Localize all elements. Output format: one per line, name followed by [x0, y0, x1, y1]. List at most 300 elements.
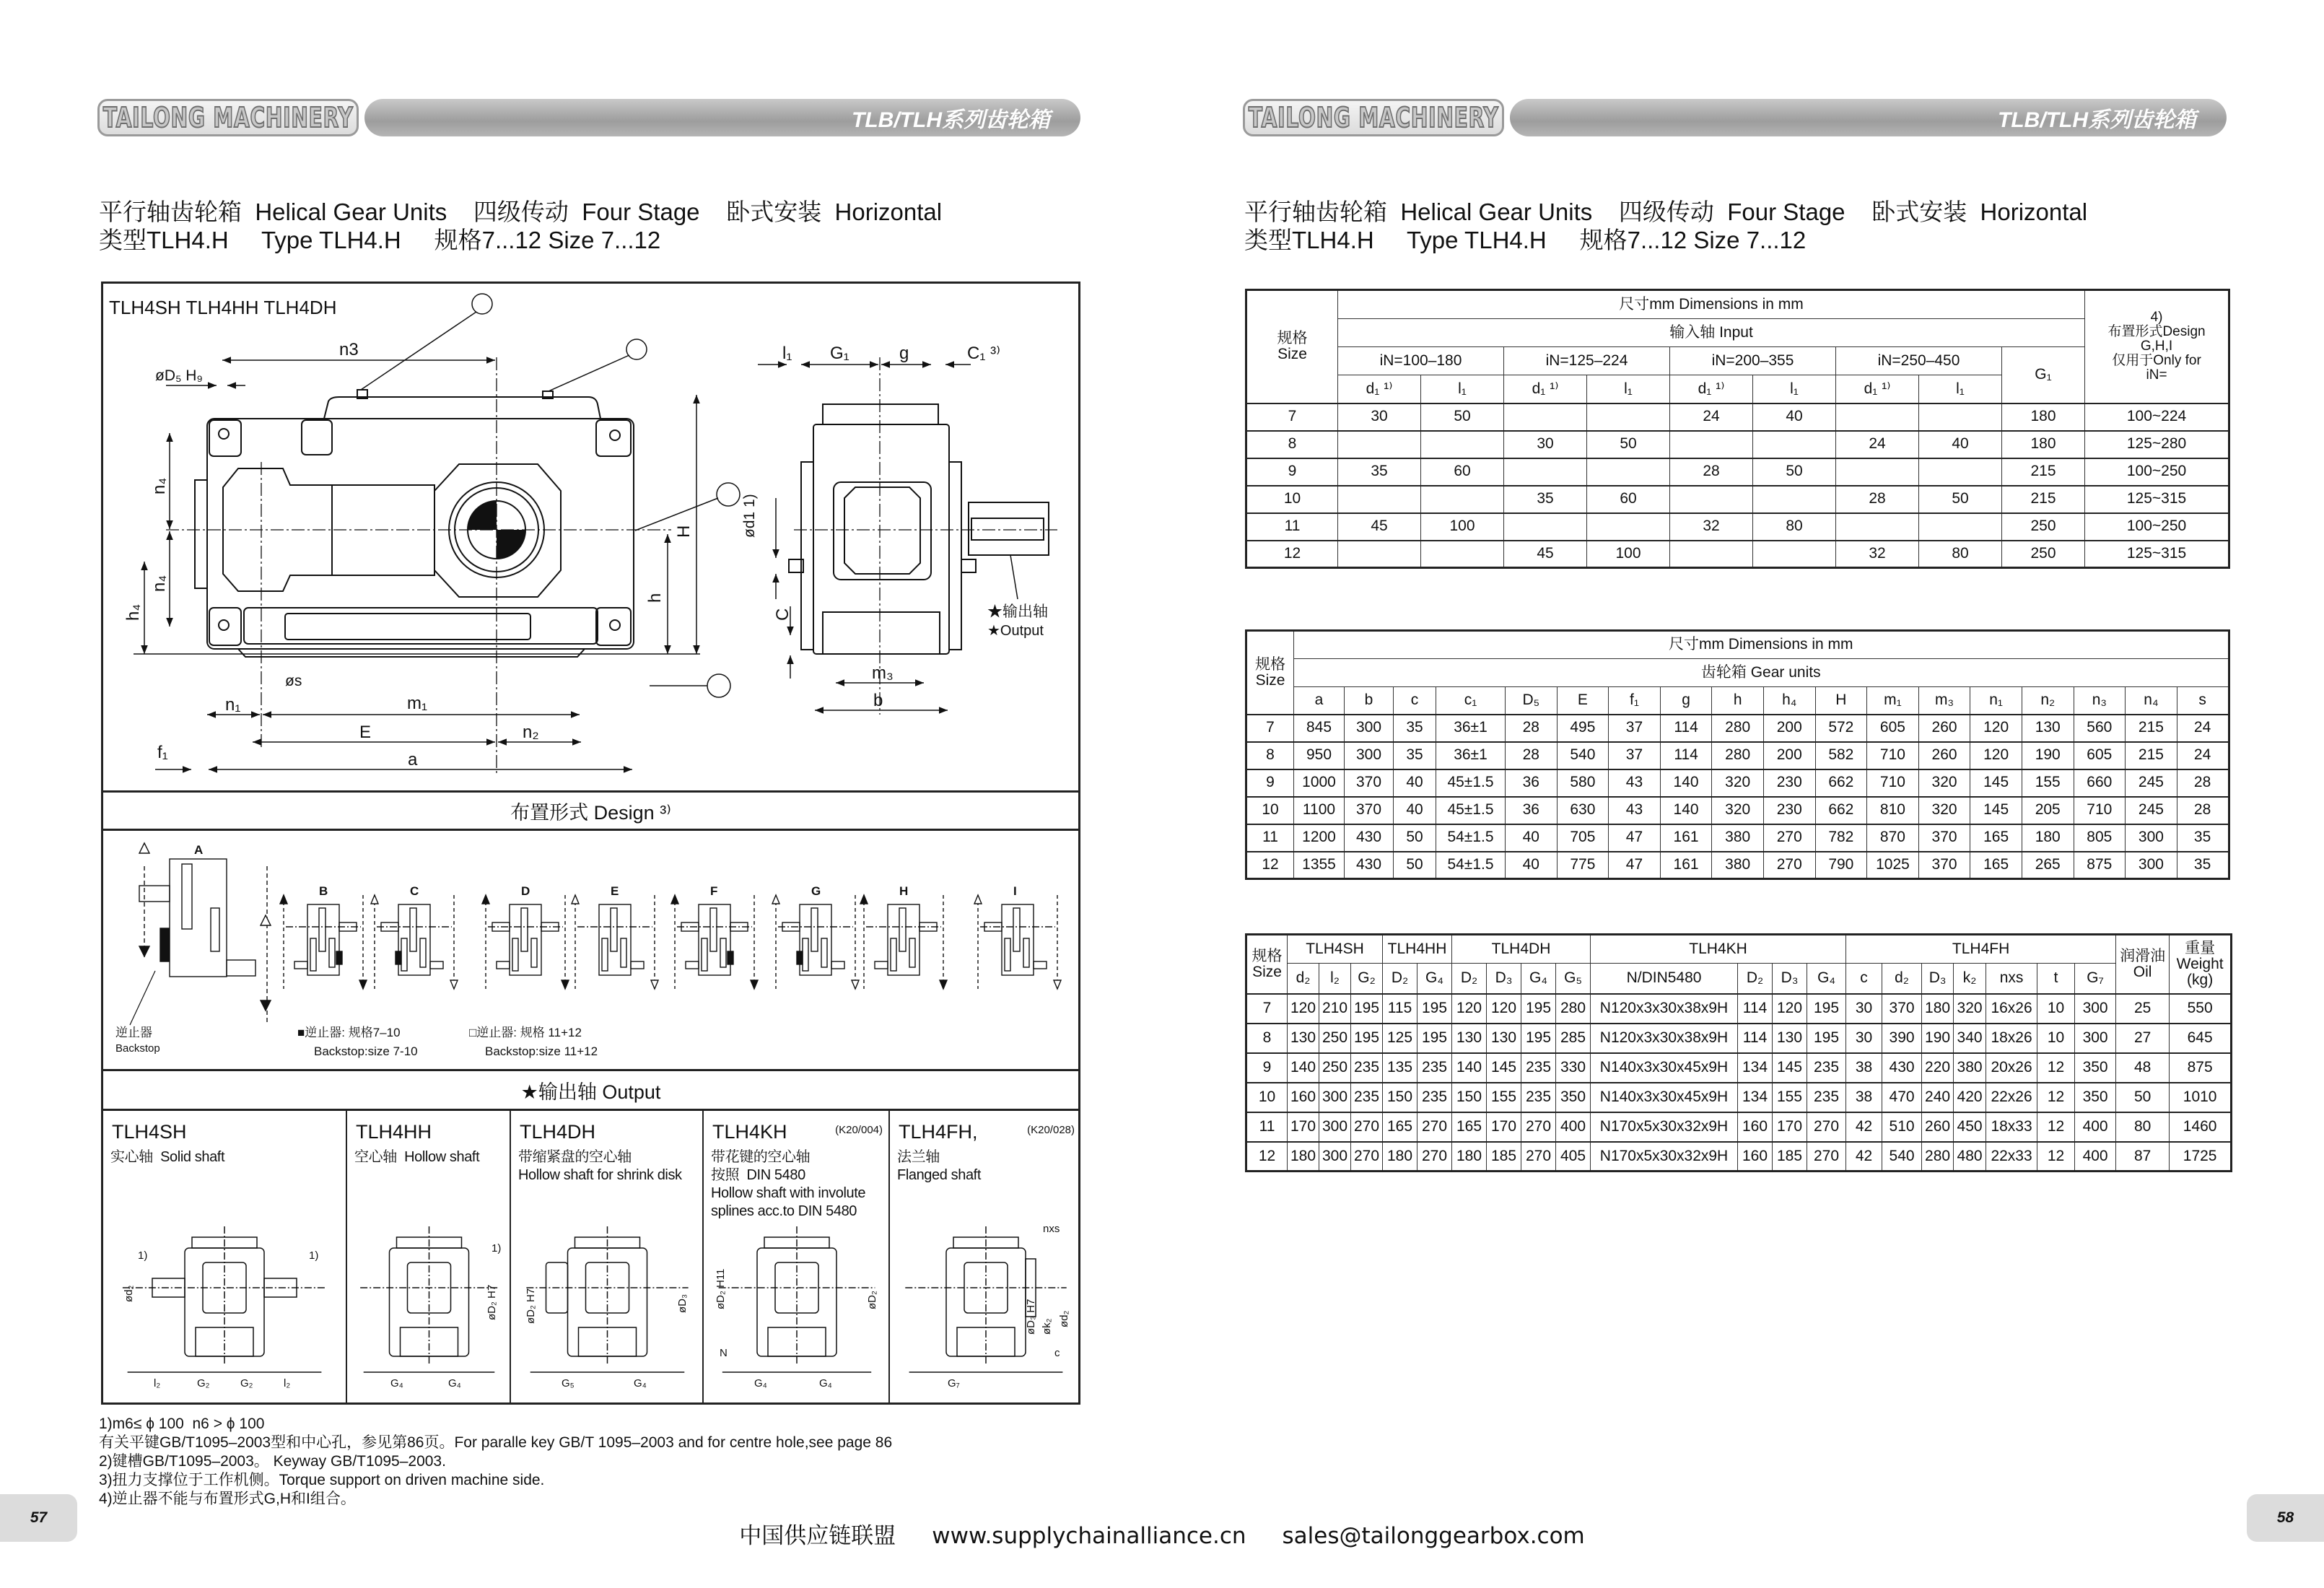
table-cell: 145 [1487, 1053, 1521, 1083]
table-cell: 54±1.5 [1436, 824, 1506, 852]
weight-header: 重量 Weight (kg) [2170, 935, 2232, 994]
table-cell: 320 [1918, 797, 1970, 824]
gearbox-body [207, 419, 634, 649]
oil-level-symbol [626, 339, 647, 359]
table-cell: 125~315 [2085, 541, 2229, 568]
torque-symbol [707, 674, 730, 697]
size-cell: 10 [1246, 797, 1294, 824]
table-cell: 47 [1609, 852, 1661, 879]
table-cell: 180 [1288, 1142, 1319, 1172]
dim-h4: h₄ [123, 603, 143, 621]
gear-unit-dimensions-table [1245, 629, 2230, 880]
variant-description: 带花键的空心轴 按照 DIN 5480 Hollow shaft with involute splines acc.to DIN 5480 [711, 1149, 866, 1219]
table-cell [1338, 541, 1421, 568]
variant-dimension-label: øD₂ [866, 1291, 878, 1309]
table-cell: 1725 [2170, 1142, 2232, 1172]
table-cell: 270 [1351, 1112, 1383, 1142]
series-title: TLB/TLH系列齿轮箱 [852, 108, 1050, 132]
table-cell [1587, 403, 1670, 431]
table-cell: 580 [1557, 769, 1609, 797]
column-header: D₂ [1383, 964, 1417, 994]
table-row [1246, 431, 2229, 458]
series-title: TLB/TLH系列齿轮箱 [1998, 108, 2196, 132]
table-cell: 195 [1807, 1024, 1846, 1053]
table-cell: 320 [1712, 797, 1764, 824]
design-a [139, 843, 271, 1025]
table-cell [1836, 458, 1919, 486]
table-cell: 24 [2177, 715, 2229, 742]
design-letter: I [1013, 884, 1017, 898]
table-row [1246, 852, 2229, 879]
table-cell: 120 [1970, 742, 2022, 769]
table-cell: 782 [1815, 824, 1867, 852]
variant-drawing [103, 1219, 346, 1392]
table-cell: 155 [1487, 1083, 1521, 1112]
table-cell [1919, 403, 2002, 431]
table-cell: 28 [2177, 769, 2229, 797]
column-header: E [1557, 687, 1609, 715]
table-cell [1919, 513, 2002, 541]
dim-n2: n₂ [523, 723, 539, 742]
table-cell: 845 [1294, 715, 1345, 742]
column-header: D₃ [1773, 964, 1807, 994]
brand-logo [97, 99, 359, 136]
table-cell: 280 [1556, 994, 1591, 1024]
table-row [1246, 769, 2229, 797]
table-row [1246, 1024, 2232, 1053]
table-cell: 340 [1954, 1024, 1986, 1053]
size-cell: 11 [1246, 824, 1294, 852]
gear-units-header: 齿轮箱 Gear units [1294, 659, 2229, 687]
table-cell: 630 [1557, 797, 1609, 824]
table-cell: 790 [1815, 852, 1867, 879]
variant-dimension-label: G₅ [562, 1377, 575, 1390]
footnote: 1)m6≤ ϕ 100 n6 > ϕ 100 [99, 1415, 265, 1432]
table-cell: 400 [1556, 1112, 1591, 1142]
variant-title: TLH4FH, [899, 1121, 978, 1143]
table-cell: 810 [1867, 797, 1919, 824]
table-cell [1919, 458, 2002, 486]
d1-header: d₁ ¹⁾ [1504, 375, 1587, 403]
l1-header: l₁ [1919, 375, 2002, 403]
size-cell: 8 [1246, 431, 1338, 458]
footnote: 2)键槽GB/T1095–2003。 Keyway GB/T1095–2003. [99, 1453, 446, 1470]
table-cell: 240 [1922, 1083, 1954, 1112]
table-cell: 130 [1487, 1024, 1521, 1053]
d1-header: d₁ ¹⁾ [1338, 375, 1421, 403]
table-cell: 380 [1954, 1053, 1986, 1083]
table-cell: 195 [1521, 994, 1556, 1024]
l1-header: l₁ [1753, 375, 1836, 403]
column-header: c₁ [1436, 687, 1506, 715]
variant-title: TLH4KH [712, 1121, 787, 1143]
table-cell: 50 [1587, 431, 1670, 458]
column-header: d₂ [1288, 964, 1319, 994]
column-header: f₁ [1609, 687, 1661, 715]
design-note-header: 4) 布置形式Design G,H,I 仅用于Only for iN= [2085, 290, 2229, 403]
table-cell: 145 [1970, 797, 2022, 824]
l1-header: l₁ [1587, 375, 1670, 403]
table-cell: 120 [1288, 994, 1319, 1024]
table-cell: 405 [1556, 1142, 1591, 1172]
column-header: n₂ [2022, 687, 2074, 715]
variant-code: (K20/028) [1027, 1124, 1075, 1136]
table-cell: 24 [1836, 431, 1919, 458]
table-cell: 40 [1919, 431, 2002, 458]
table-cell: 130 [1288, 1024, 1319, 1053]
table-cell: 260 [1922, 1112, 1954, 1142]
table-cell: 42 [1846, 1112, 1882, 1142]
table-cell: 140 [1660, 797, 1712, 824]
group-header: TLH4HH [1383, 935, 1452, 964]
table-cell: 400 [2075, 1112, 2116, 1142]
dim-g: g [899, 344, 909, 363]
column-header: D₃ [1487, 964, 1521, 994]
series-banner [1510, 99, 2227, 136]
table-cell: 38 [1846, 1083, 1882, 1112]
group-header: TLH4FH [1846, 935, 2116, 964]
table-cell: 115 [1383, 994, 1417, 1024]
table-cell: 195 [1351, 994, 1383, 1024]
table-cell: 24 [1670, 403, 1753, 431]
table-cell: 35 [1338, 458, 1421, 486]
variant-dimension-label: G₄ [634, 1377, 647, 1390]
table-cell: 195 [1807, 994, 1846, 1024]
table-cell: 380 [1712, 852, 1764, 879]
table-cell: 265 [2022, 852, 2074, 879]
group-header: TLH4DH [1452, 935, 1591, 964]
table-row [1246, 742, 2229, 769]
table-row [1246, 403, 2229, 431]
size-cell: 12 [1246, 1142, 1288, 1172]
size-header: 规格 Size [1246, 935, 1288, 994]
size-header: 规格 Size [1246, 631, 1294, 715]
table-cell: 35 [1394, 742, 1436, 769]
dim-f1: f₁ [157, 743, 168, 762]
table-cell: 710 [2074, 797, 2126, 824]
table-cell: 54±1.5 [1436, 852, 1506, 879]
table-cell: 35 [1394, 715, 1436, 742]
table-cell: 230 [1763, 769, 1815, 797]
drain-symbol [717, 483, 740, 506]
column-header: s [2177, 687, 2229, 715]
output-variant-tlh4dh [510, 1111, 702, 1402]
table-cell: 215 [2126, 715, 2177, 742]
column-header: m₁ [1867, 687, 1919, 715]
table-cell: 28 [1506, 715, 1558, 742]
footer-url[interactable]: www.supplychainalliance.cn [932, 1523, 1246, 1549]
output-heading [103, 1069, 1078, 1111]
table-cell: 250 [1319, 1053, 1351, 1083]
table-cell: 140 [1288, 1053, 1319, 1083]
column-header: G₄ [1417, 964, 1452, 994]
table-cell: 270 [1763, 824, 1815, 852]
output-shaft-table [1245, 933, 2232, 1172]
legend-backstop-large-cn: □逆止器: 规格 11+12 [469, 1026, 582, 1039]
table-cell: 150 [1383, 1083, 1417, 1112]
table-cell: 510 [1882, 1112, 1922, 1142]
table-cell: 200 [1763, 715, 1815, 742]
table-cell: 185 [1487, 1142, 1521, 1172]
table-cell: 50 [1753, 458, 1836, 486]
table-cell: 161 [1660, 824, 1712, 852]
dim-m1: m₁ [407, 694, 428, 713]
table-cell: 12 [2037, 1053, 2075, 1083]
table-cell: 32 [1670, 513, 1753, 541]
variant-description: 空心轴 Hollow shaft [354, 1149, 480, 1165]
table-cell: 37 [1609, 742, 1661, 769]
dim-a: a [408, 750, 418, 769]
dims-header: 尺寸mm Dimensions in mm [1338, 290, 2085, 319]
table-cell: 100~250 [2085, 458, 2229, 486]
dim-C1: C₁ ³⁾ [967, 344, 1000, 363]
table-cell: 210 [1319, 994, 1351, 1024]
table-cell: 50 [1421, 403, 1504, 431]
size-cell: 12 [1246, 852, 1294, 879]
table-row [1246, 541, 2229, 568]
table-cell: 27 [2116, 1024, 2170, 1053]
table-row [1246, 1112, 2232, 1142]
table-cell: 114 [1738, 994, 1773, 1024]
footer-email[interactable]: sales@tailonggearbox.com [1282, 1523, 1585, 1549]
table-cell: 1010 [2170, 1083, 2232, 1112]
table-cell: 245 [2126, 769, 2177, 797]
column-header: d₂ [1882, 964, 1922, 994]
page-number: 58 [2276, 1509, 2294, 1526]
table-cell: 260 [1918, 742, 1970, 769]
logo-text: TAILONG MACHINERY [1248, 102, 1499, 134]
column-header: nxs [1986, 964, 2037, 994]
variant-title: TLH4SH [112, 1121, 187, 1143]
table-cell: 270 [1521, 1112, 1556, 1142]
output-variant-tlh4hh [346, 1111, 510, 1402]
design-b [280, 884, 367, 989]
design-h [860, 884, 947, 989]
table-cell: N170x5x30x32x9H [1591, 1112, 1738, 1142]
footer [0, 1517, 2324, 1550]
table-cell: 350 [1556, 1083, 1591, 1112]
dim-G1: G₁ [830, 344, 849, 363]
table-cell: 605 [2074, 742, 2126, 769]
table-row [1246, 797, 2229, 824]
table-cell: 495 [1557, 715, 1609, 742]
size-cell: 7 [1246, 715, 1294, 742]
table-cell: 1100 [1294, 797, 1345, 824]
d1-header: d₁ ¹⁾ [1836, 375, 1919, 403]
table-cell: 35 [1504, 486, 1587, 513]
column-header: G₄ [1807, 964, 1846, 994]
variant-dimension-label: 1) [138, 1249, 148, 1262]
ratio-header: iN=100–180 [1338, 347, 1504, 375]
column-header: l₂ [1319, 964, 1351, 994]
table-cell: 43 [1609, 769, 1661, 797]
table-cell: 180 [2002, 403, 2085, 431]
table-cell: 48 [2116, 1053, 2170, 1083]
table-cell: 300 [1319, 1083, 1351, 1112]
legend-backstop-small-cn: ■逆止器: 规格7–10 [297, 1026, 401, 1039]
table-cell: 165 [1970, 852, 2022, 879]
table-cell: 300 [2126, 824, 2177, 852]
variant-description: 法兰轴 Flanged shaft [897, 1149, 981, 1183]
table-cell: 43 [1609, 797, 1661, 824]
size-cell: 9 [1246, 769, 1294, 797]
table-cell: 155 [1773, 1083, 1807, 1112]
table-cell: 430 [1345, 824, 1394, 852]
table-cell: 134 [1738, 1083, 1773, 1112]
table-cell: 161 [1660, 852, 1712, 879]
table-cell: 215 [2126, 742, 2177, 769]
table-cell: 12 [2037, 1142, 2075, 1172]
table-cell: 36±1 [1436, 715, 1506, 742]
table-cell: 220 [1922, 1053, 1954, 1083]
breather-symbol [472, 294, 492, 314]
column-header: k₂ [1954, 964, 1986, 994]
table-cell: 215 [2002, 486, 2085, 513]
table-cell: 80 [1753, 513, 1836, 541]
table-cell: 280 [1712, 742, 1764, 769]
design-letter: A [194, 843, 204, 857]
table-cell: 47 [1609, 824, 1661, 852]
table-cell: 235 [1807, 1053, 1846, 1083]
column-header: c [1394, 687, 1436, 715]
variant-dimension-label: N [720, 1347, 728, 1359]
variant-dimension-label: nxs [1043, 1223, 1060, 1235]
variant-code: (K20/004) [835, 1124, 883, 1136]
table-cell: 120 [1773, 994, 1807, 1024]
table-cell: 950 [1294, 742, 1345, 769]
table-row [1246, 994, 2232, 1024]
table-cell: 40 [1506, 824, 1558, 852]
size-cell: 10 [1246, 1083, 1288, 1112]
table-cell: 235 [1417, 1083, 1452, 1112]
table-cell: 330 [1556, 1053, 1591, 1083]
table-cell: 37 [1609, 715, 1661, 742]
size-header: 规格 Size [1246, 290, 1338, 403]
table-cell: 300 [2075, 994, 2116, 1024]
table-row [1246, 824, 2229, 852]
design-box [170, 859, 227, 977]
table-cell: 705 [1557, 824, 1609, 852]
table-cell: 250 [2002, 541, 2085, 568]
dimension-drawing [101, 282, 1080, 790]
table-cell: 114 [1738, 1024, 1773, 1053]
table-cell: 50 [2116, 1083, 2170, 1112]
table-cell: N140x3x30x45x9H [1591, 1053, 1738, 1083]
table-cell: 40 [1394, 797, 1436, 824]
table-cell: 100 [1587, 541, 1670, 568]
ratio-header: iN=200–355 [1670, 347, 1836, 375]
table-cell [1421, 431, 1504, 458]
table-cell: 235 [1521, 1053, 1556, 1083]
table-cell: 250 [1319, 1024, 1351, 1053]
page-subtitle: 类型TLH4.H Type TLH4.H 规格7...12 Size 7...12 [1244, 227, 1807, 253]
table-cell: 134 [1738, 1053, 1773, 1083]
table-cell: 130 [2022, 715, 2074, 742]
size-cell: 10 [1246, 486, 1338, 513]
column-header: G₇ [2075, 964, 2116, 994]
table-cell: 430 [1345, 852, 1394, 879]
table-cell: 350 [2075, 1053, 2116, 1083]
column-header: n₃ [2074, 687, 2126, 715]
table-cell: 155 [2022, 769, 2074, 797]
design-letter: B [319, 884, 328, 898]
column-header: N/DIN5480 [1591, 964, 1738, 994]
output-variants [103, 1111, 1078, 1402]
table-cell: 270 [1807, 1142, 1846, 1172]
variant-description: 带缩紧盘的空心轴 Hollow shaft for shrink disk [518, 1149, 682, 1183]
table-cell: 10 [2037, 994, 2075, 1024]
logo-text: TAILONG MACHINERY [102, 102, 354, 134]
lug [596, 420, 631, 456]
variant-description: 实心轴 Solid shaft [110, 1149, 225, 1165]
table-cell: 270 [1807, 1112, 1846, 1142]
table-row [1246, 486, 2229, 513]
column-header: h₄ [1763, 687, 1815, 715]
table-cell: 235 [1521, 1083, 1556, 1112]
table-cell: 450 [1954, 1112, 1986, 1142]
design-letter: G [811, 884, 821, 898]
table-cell: 50 [1394, 852, 1436, 879]
variant-dimension-label: øD₂ H11 [715, 1268, 727, 1309]
table-cell: 300 [1345, 715, 1394, 742]
table-cell: 20x26 [1986, 1053, 2037, 1083]
top-cover [324, 397, 600, 419]
table-cell: 480 [1954, 1142, 1986, 1172]
variant-dimension-label: l₂ [154, 1377, 161, 1390]
table-cell: 170 [1288, 1112, 1319, 1142]
table-cell: N140x3x30x45x9H [1591, 1083, 1738, 1112]
table-cell: 270 [1417, 1112, 1452, 1142]
table-cell: 1000 [1294, 769, 1345, 797]
table-cell: 120 [1970, 715, 2022, 742]
table-cell [1504, 513, 1587, 541]
design-c [371, 884, 458, 989]
column-header: D₃ [1922, 964, 1954, 994]
size-cell: 7 [1246, 403, 1338, 431]
output-heading-text: ★输出轴 Output [520, 1081, 661, 1103]
table-cell: 400 [2075, 1142, 2116, 1172]
table-cell: 185 [1773, 1142, 1807, 1172]
table-cell: 180 [2002, 431, 2085, 458]
table-cell: 1025 [1867, 852, 1919, 879]
column-header: g [1660, 687, 1712, 715]
table-cell: 380 [1712, 824, 1764, 852]
table-cell: 1460 [2170, 1112, 2232, 1142]
table-cell: 16x26 [1986, 994, 2037, 1024]
design-letter: H [899, 884, 909, 898]
table-cell: 320 [1918, 769, 1970, 797]
table-cell: 125~280 [2085, 431, 2229, 458]
table-row [1246, 458, 2229, 486]
table-cell: 180 [1922, 994, 1954, 1024]
table-cell: 160 [1288, 1083, 1319, 1112]
table-cell [1836, 403, 1919, 431]
table-cell: 190 [1922, 1024, 1954, 1053]
lug [209, 608, 241, 645]
column-header: t [2037, 964, 2075, 994]
table-cell: 130 [1452, 1024, 1487, 1053]
table-cell: 38 [1846, 1053, 1882, 1083]
table-cell: 145 [1970, 769, 2022, 797]
table-cell: 160 [1738, 1112, 1773, 1142]
table-cell: 245 [2126, 797, 2177, 824]
table-cell: 120 [1487, 994, 1521, 1024]
table-cell [1338, 431, 1421, 458]
table-row [1246, 715, 2229, 742]
table-cell [1587, 458, 1670, 486]
table-cell: 120 [1452, 994, 1487, 1024]
dim-n3: n3 [339, 340, 359, 359]
